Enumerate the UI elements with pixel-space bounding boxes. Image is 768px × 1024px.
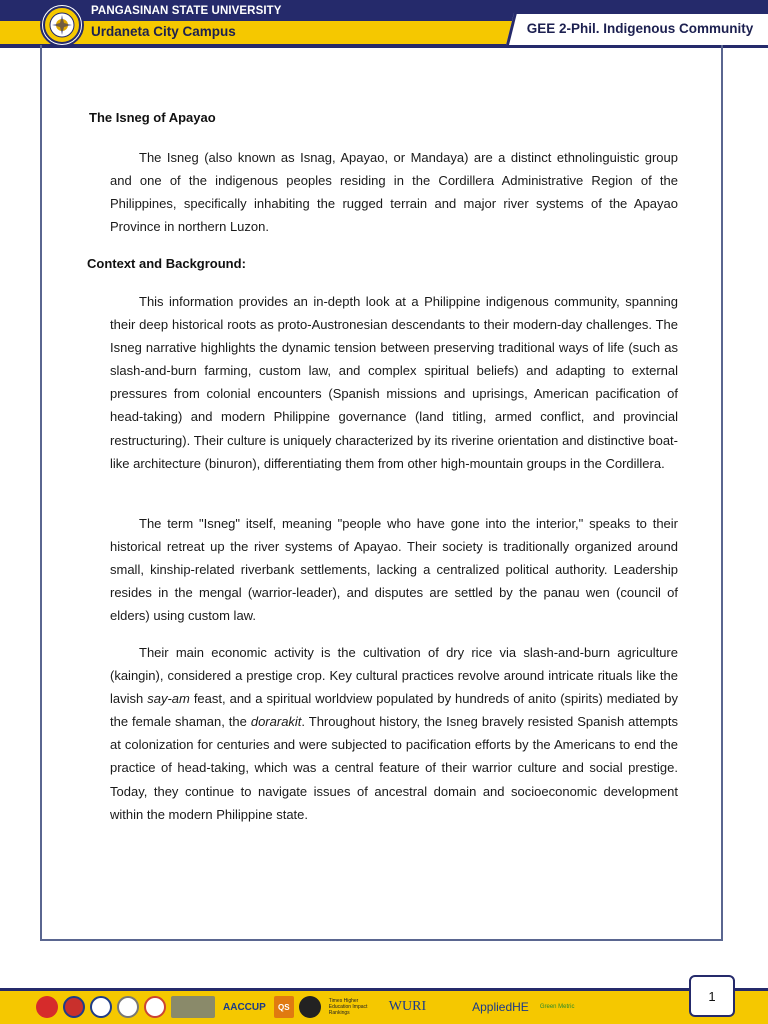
wuri-rankings-label-icon (434, 996, 464, 1018)
the-impact-text: Times Higher Education Impact Rankings (328, 998, 368, 1016)
ched-seal-icon (90, 996, 112, 1018)
wuri-logo (386, 996, 429, 1018)
para3-text-1: Their main economic activity is the cultivation of dry rice via slash-and-burn agriculture (kaingin), considered a prestige crop. Key cultural practices revolve around intricate rituals like the lavish (110, 645, 678, 707)
page-header (0, 0, 768, 48)
campus-name: Urdaneta City Campus (91, 24, 236, 39)
qs-logo (274, 996, 294, 1018)
the-logo-icon (299, 996, 321, 1018)
appliedhe-logo (469, 996, 532, 1018)
page-number: 1 (708, 988, 716, 1004)
aaccup-logo (220, 996, 269, 1018)
context-heading: Context and Background: (87, 256, 246, 271)
green-metric-text: Green Metric (539, 1004, 575, 1010)
green-metric-logo (537, 996, 578, 1018)
accreditation-logos (36, 994, 578, 1020)
intro-paragraph: The Isneg (also known as Isnag, Apayao, or Mandaya) are a distinct ethnolinguistic group and one of the indigenous peoples residing in the Cordillera Administrative Region of the Philippines, specifically inhabiting the rugged terrain and major river systems of the Apayao Province in northern Luzon. (110, 150, 678, 235)
bagong-pilipinas-logo-icon (36, 996, 58, 1018)
the-impact-rankings-logo (326, 996, 381, 1018)
university-seal-icon (40, 3, 84, 47)
course-title: GEE 2-Phil. Indigenous Community (526, 21, 754, 36)
context-paragraph-3 (110, 641, 678, 826)
para3-text-3: . Throughout history, the Isneg bravely resisted Spanish attempts at colonization for centuries and were subjected to pacification efforts by the Americans to end the practice of head-taking, which was a central feature of their warrior culture and social prestige. Today, they continue to navigate issues of ancestral domain and socioeconomic development within the modern Philippine state. (110, 714, 678, 822)
document-title: The Isneg of Apayao (89, 110, 216, 125)
wuri-text: WURI (388, 999, 427, 1014)
context-paragraph-2: The term "Isneg" itself, meaning "people who have gone into the interior," speaks to their historical retreat up the river systems of Apayao. Their society is traditionally organized around small, kinship-related riverbank settlements, lacking a centralized political authority. Leadership resides in the mengal (warrior-leader), and disputes are settled by the panau wen (council of elders) using custom law. (110, 516, 678, 624)
para3-text-2: feast, and a spiritual worldview populated by hundreds of anito (spirits) mediated by the female shaman, the (110, 691, 678, 730)
government-seal-icon (117, 996, 139, 1018)
para3-emphasis-say-am: say-am (147, 691, 190, 707)
iso-seal-icon (144, 996, 166, 1018)
appliedhe-text: AppliedHE (472, 1000, 529, 1014)
rankings-badge-icon (171, 996, 215, 1018)
page-number-box (689, 975, 735, 1017)
university-name: PANGASINAN STATE UNIVERSITY (91, 5, 282, 17)
asean-logo-icon (63, 996, 85, 1018)
para3-emphasis-dorarakit: dorarakit (250, 714, 302, 730)
context-paragraph-1: This information provides an in-depth look at a Philippine indigenous community, spanning their deep historical roots as proto-Austronesian descendants to their modern-day challenges. The Isneg narrative highlights the dynamic tension between preserving traditional ways of life (such as slash-and-burn farming, custom law, and complex spiritual beliefs) and adapting to external pressures from colonial encounters (Spanish missions and uprisings, American pacification of head-taking) and modern Philippine governance (land titling, armed conflict, and provincial restructuring). Their culture is uniquely characterized by its riverine orientation and distinctive boat-like architecture (binuron), differentiating them from other high-mountain groups in the Cordillera. (110, 294, 678, 471)
aaccup-text: AACCUP (223, 1001, 266, 1013)
qs-text: QS (278, 1002, 290, 1012)
